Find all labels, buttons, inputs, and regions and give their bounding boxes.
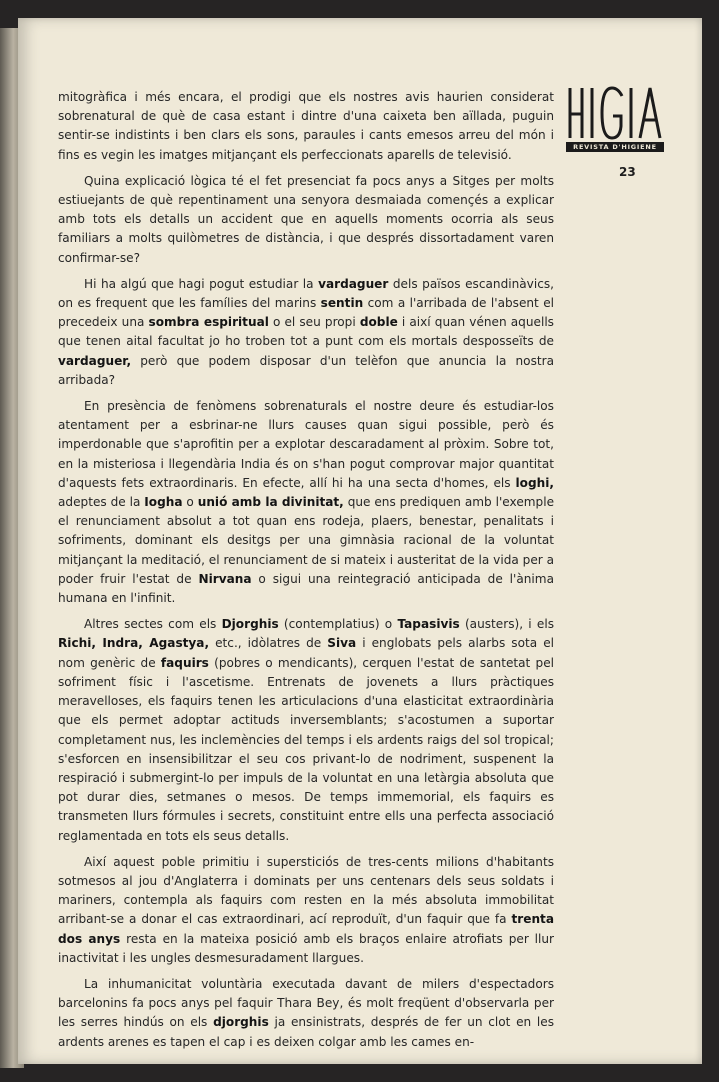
bold-term: trenta dos anys [58, 912, 554, 946]
paragraph [58, 615, 554, 845]
bold-term: Iogha [144, 495, 183, 510]
bold-term: Nirvana [198, 571, 252, 586]
bold-term: loghi, [515, 475, 554, 490]
text-run: (contemplatius) o [278, 617, 398, 632]
bold-term: Djorghis [221, 617, 279, 632]
text-run: i englobats pels alarbs sota el nom genèric de [58, 636, 554, 670]
text-run: Quina explicació lògica té el fet presenciat fa pocs anys a Sitges per molts estiuejants de què repentinament una senyora desmaiada començés a explicar amb tots els detalls un accident que en aquells moments ocorria als seus familiars a molts quilòmetres de distància, i que després dissortadament varen confirmar-se? [58, 173, 554, 265]
bold-term: Richi, Indra, Agastya, [58, 636, 210, 651]
paragraph [58, 88, 554, 165]
paragraph [58, 853, 554, 968]
article-text [58, 88, 554, 1059]
text-run: (austers), i els [459, 617, 555, 632]
text-run: com a l'arribada de l'absent el precedeix una [58, 296, 554, 330]
journal-logo [566, 84, 664, 152]
bold-term: faquirs [160, 655, 209, 670]
text-run: o el seu propi [268, 315, 360, 330]
text-run: o sigui una reintegració anticipada de l'ànima humana en l'infinit. [58, 571, 554, 606]
text-run: mitogràfica i més encara, el prodigi que els nostres avis haurien considerat sobrenatural de què de casa estant i dintre d'una caixeta ben aïllada, puguin sentir-se indistints i ben clars els sons, paraules i cants emesos arreu del món i fins es vegin les imatges mitjançant els perfeccionats aparells de televisió. [58, 90, 554, 162]
paragraph [58, 275, 554, 390]
text-run: i així quan vénen aquells que tenen aital facultat jo ho troben tot a punt com els mortals desposseïts de [58, 315, 554, 349]
text-run: dels països escandinàvics, on es frequent que les famílies del marins [58, 276, 554, 311]
bold-term: djorghis [213, 1015, 269, 1030]
bold-term: Siva [327, 636, 357, 651]
text-run: (pobres o mendicants), cerquen l'estat de santetat pel sofriment físic i l'ascetisme. Entrenats de jovenets a llurs pràctiques meravelloses, els faquirs tenen les articulacions d'una elasticitat extraordinària que els permet adoptar actituds inversemblants; s'acostumen a suportar completament nus, les inclemències del temps i els ardents raigs del sol tropical; s'esforcen en insensibilitzar el seu cos privant-lo de nodriment, suspenent la respiració i submergint-lo per impuls de la voluntat en una letàrgia absoluta que pot durar dies, setmanes o mesos. De temps immemorial, els faquirs es transmeten llurs fórmules i secrets, constituint entre ells una perfecta associació reglamentada en tots els seus detalls. [58, 655, 554, 843]
text-run: En presència de fenòmens sobrenaturals el nostre deure és estudiar-los atentament per a esbrinar-ne llurs causes quan sigui possible, però és imperdonable que s'aprofitin per a explotar descaradament al pròxim. Sobre tot, en la misteriosa i llegendària India és on s'han pogut comprovar major quantitat d'aquests fets extraordinaris. En efecte, allí hi ha una secta d'homes, els [58, 399, 554, 490]
text-run: però que podem disposar d'un telèfon que anuncia la nostra arribada? [58, 353, 554, 387]
bold-term: vardaguer, [58, 353, 132, 368]
text-run: ja ensinistrats, després de fer un clot en les ardents arenes es tapen el cap i es deixen colgar amb les cames en- [58, 1015, 554, 1049]
paragraph [58, 397, 554, 608]
bold-term: doble [359, 315, 398, 330]
text-run: etc., idòlatres de [209, 636, 328, 651]
bold-term: sentin [320, 296, 364, 311]
text-run: o [182, 495, 198, 510]
bold-term: vardaguer [318, 276, 389, 291]
text-run: que ens prediquen amb l'exemple el renunciament absolut a tot quan ens rodeja, plaers, benestar, penalitats i sofriments, dominant els desitgs per una gimnàsia racional de la voluntat mitjançant la meditació, el renunciament de si mateix i austeritat de la vida per a poder fruir l'estat de [58, 495, 555, 586]
higia-logo-icon [566, 84, 664, 140]
text-run: resta en la mateixa posició amb els braços enlaire atrofiats per llur inactivitat i les ungles desmesuradament llargues. [58, 931, 555, 965]
text-run: Altres sectes com els [84, 617, 222, 632]
text-run: Així aquest poble primitiu i supersticiós de tres-cents milions d'habitants sotmesos al jou d'Anglaterra i dominats per uns centenars dels seus soldats i mariners, contempla als faquirs com resten en la més absoluta immobilitat arribant-se a donar el cas extraordinari, ací reproduït, d'un faquir que fa [58, 854, 554, 927]
bold-term: Tapasivis [397, 617, 460, 632]
paragraph [58, 172, 554, 268]
text-run: Hi ha algú que hagi pogut estudiar la [84, 276, 319, 291]
text-run: La inhumanicitat voluntària executada davant de milers d'espectadors barcelonins fa pocs anys pel faquir Thara Bey, és molt freqüent d'observarla per les serres hindús on els [58, 976, 554, 1030]
bold-term: sombra espiritual [148, 315, 269, 330]
paragraph [58, 975, 554, 1052]
text-run: adeptes de la [58, 495, 145, 510]
logo-subtitle: REVISTA D'HIGIENE [566, 142, 664, 152]
bold-term: unió amb la divinitat, [197, 495, 344, 510]
journal-page [18, 18, 702, 1064]
page-number: 23 [619, 165, 636, 179]
